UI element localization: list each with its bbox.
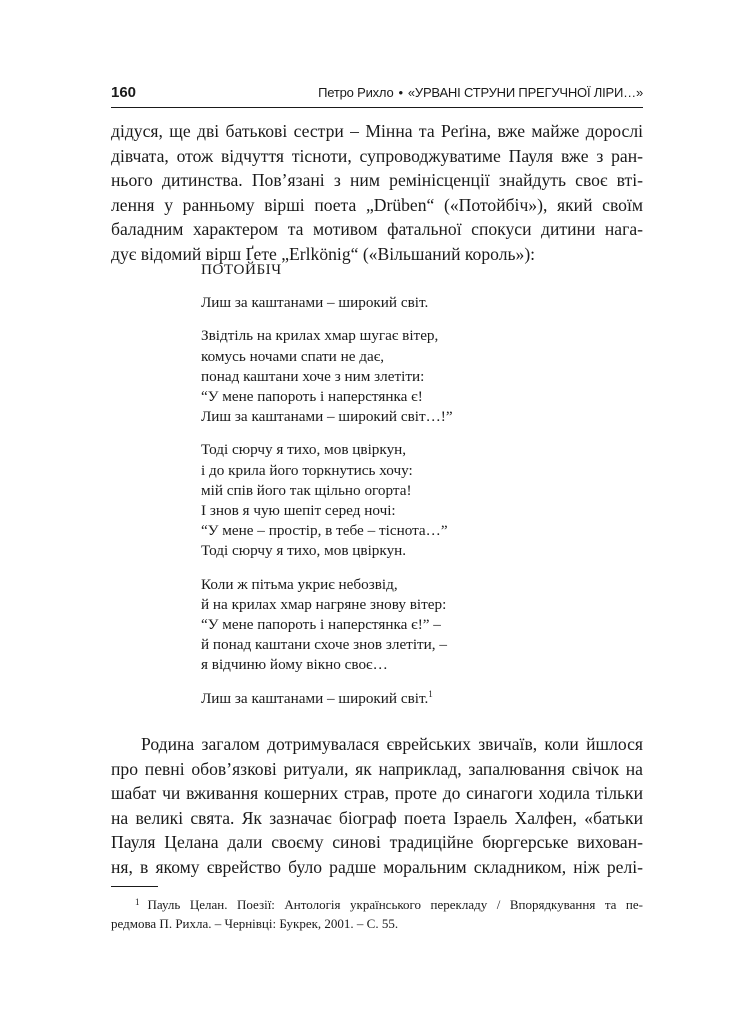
text-line: дідуся, ще дві батькові сестри – Мінна та Реґіна, вже майже дорослі	[111, 121, 643, 141]
footnote-line	[111, 893, 643, 914]
footnote-reference[interactable]: 1	[428, 688, 433, 699]
text-line: на великі свята. Як зазначає біограф поета Ізраель Халфен, «батьки	[111, 807, 643, 828]
text-line: Пауля Целана дали своєму синові традиційне бюргерське вихован-	[111, 832, 643, 853]
outro-paragraph	[111, 732, 643, 880]
text-line: ня, в якому єврейство було радше моральним складником, ніж релі-	[111, 856, 643, 877]
poem-line	[201, 689, 621, 709]
poem-final-line: Лиш за каштанами – широкий світ.	[201, 689, 429, 707]
poem-line: понад каштани хоче з ним злетіти:	[201, 367, 425, 385]
poem-stanza	[201, 440, 621, 561]
running-head-title: «УРВАНІ СТРУНИ ПРЕГУЧНОЇ ЛІРИ…»	[407, 85, 643, 100]
poem-line: “У мене папороть і наперстянка є!” –	[201, 616, 441, 634]
poem-line: Звідтіль на крилах хмар шугає вітер,	[201, 327, 439, 345]
header-rule	[111, 107, 643, 108]
text-line: дує відомий вірш Ґете „Erlkönig“ («Вільшаний король»):	[111, 243, 536, 264]
poem-line: Лиш за каштанами – широкий світ.	[201, 294, 429, 312]
intro-paragraph	[111, 119, 643, 267]
poem-line: мій спів його так щільно огорта!	[201, 481, 412, 499]
poem-line: “У мене папороть і наперстянка є!	[201, 388, 423, 406]
running-header	[111, 84, 643, 106]
poem-line: І знов я чую шепіт серед ночі:	[201, 502, 396, 520]
text-line: Родина загалом дотримувалася єврейських звичаїв, коли йшлося	[141, 734, 643, 754]
footnote-rule	[111, 886, 158, 887]
poem-line: Лиш за каштанами – широкий світ…!”	[201, 408, 453, 426]
poem-stanza	[201, 689, 621, 709]
running-head	[318, 85, 643, 100]
running-head-author: Петро Рихло	[318, 85, 394, 100]
poem-stanza	[201, 293, 621, 313]
text-line: баладним характером та мотивом фатальної спокуси дитини нага-	[111, 219, 643, 240]
footnote	[111, 893, 643, 933]
footnote-line: редмова П. Рихла. – Чернівці: Букрек, 2001. – С. 55.	[111, 916, 399, 931]
text-line: нього дитинства. Пов’язані з ним ремінісценції знайдуть своє вті-	[111, 170, 643, 191]
poem-line: і до крила його торкнутись хочу:	[201, 461, 413, 479]
poem-line: комусь ночами спати не дає,	[201, 347, 385, 365]
running-head-separator: •	[398, 85, 403, 100]
text-line: шабат чи вживання кошерних страв, проте до синагоги ходила тільки	[111, 783, 643, 804]
poem-line: Тоді сюрчу я тихо, мов цвіркун.	[201, 542, 407, 560]
poem-line: я відчиню йому вікно своє…	[201, 656, 388, 674]
poem-line: й понад каштани схоче знов злетіти, –	[201, 636, 447, 654]
poem-stanza	[201, 575, 621, 676]
text-line: про певні обов’язкові ритуали, як наприклад, запалювання свічок на	[111, 758, 643, 779]
poem-stanza	[201, 326, 621, 427]
footnote-number: 1	[135, 897, 140, 907]
page-number: 160	[111, 84, 137, 101]
poem-line: “У мене – простір, в тебе – тіснота…”	[201, 522, 448, 540]
text-line: дівчата, отож відчуття тісноти, супроводжуватиме Пауля вже з ран-	[111, 145, 643, 166]
poem-line: й на крилах хмар нагряне знову вітер:	[201, 595, 447, 613]
poem-title: ПОТОЙБІЧ	[201, 261, 282, 278]
poem-line: Коли ж пітьма укриє небозвід,	[201, 575, 398, 593]
footnote-text: Пауль Целан. Поезії: Антологія українського перекладу / Впорядкування та пе-	[147, 897, 643, 912]
text-line: лення у ранньому вірші поета „Drüben“ («Потойбіч»), який своїм	[111, 194, 643, 215]
poem	[201, 260, 621, 722]
poem-line: Тоді сюрчу я тихо, мов цвіркун,	[201, 441, 407, 459]
